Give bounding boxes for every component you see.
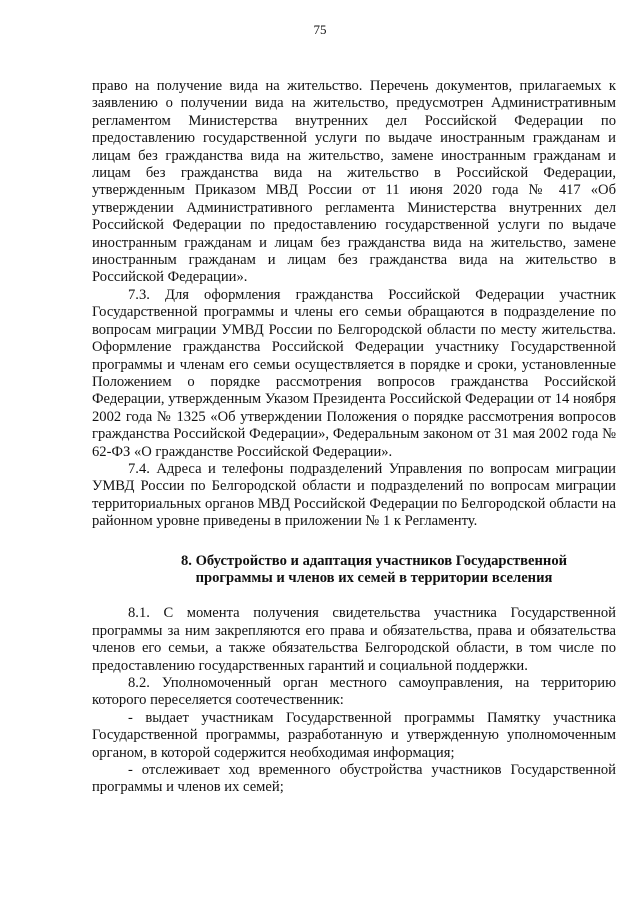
paragraph-continuation: право на получение вида на жительство. Перечень документов, прилагаемых к заявлению о получении вида на жительство, предусмотрен Административным регламентом Министерства внутренних дел Российской Федерации по предоставлению государственной услуги по выдаче иностранным гражданам и лицам без гражданства вида на жительство, замене иностранным гражданам и лицам без гражданства вида на жительство в Российской Федерации, утвержденным Приказом МВД России от 11 июня 2020 года № 417 «Об утверждении Административного регламента Министерства внутренних дел Российской Федерации по предоставлению государственной услуги по выдаче иностранным гражданам и лицам без гражданства вида на жительство, замене иностранным гражданам и лицам без гражданства вида на жительство в Российской Федерации». [92, 78, 616, 286]
list-item-tracking: - отслеживает ход временного обустройства участников Государственной программы и членов их семей; [92, 762, 616, 796]
section-heading-line-1: 8. Обустройство и адаптация участников Государственной [180, 552, 568, 569]
paragraph-7-3: 7.3. Для оформления гражданства Российской Федерации участник Государственной программы и члены его семьи обращаются в подразделение по вопросам миграции УМВД России по Белгородской области по месту жительства. Оформление гражданства Российской Федерации участнику Государственной программы и членам его семьи осуществляется в порядке и сроки, установленные Положением о порядке рассмотрения вопросов гражданства Российской Федерации, утвержденным Указом Президента Российской Федерации от 14 ноября 2002 года № 1325 «Об утверждении Положения о порядке рассмотрения вопросов гражданства Российской Федерации», Федеральным законом от 31 мая 2002 года № 62-ФЗ «О гражданстве Российской Федерации». [92, 286, 616, 460]
section-heading-line-2: программы и членов их семей в территории вселения [195, 569, 553, 586]
page-number: 75 [313, 22, 327, 37]
section-heading [92, 553, 616, 588]
list-item-memo: - выдает участникам Государственной программы Памятку участника Государственной программы, разработанную и утвержденную уполномоченным органом, в которой содержится необходимая информация; [92, 709, 616, 761]
paragraph-8-1: 8.1. С момента получения свидетельства участника Государственной программы за ним закрепляются его права и обязательства, права и обязательства членов его семьи, а также обязательства Белгородской области, в том числе по предоставлению государственных гарантий и социальной поддержки. [92, 605, 616, 674]
document-body [92, 78, 616, 797]
paragraph-7-4: 7.4. Адреса и телефоны подразделений Управления по вопросам миграции УМВД России по Белгородской области и подразделений по вопросам миграции территориальных органов МВД Российской Федерации по Белгородской области на районном уровне приведены в приложении № 1 к Регламенту. [92, 460, 616, 530]
paragraph-8-2: 8.2. Уполномоченный орган местного самоуправления, на территорию которого переселяется соотечественник: [92, 675, 616, 709]
